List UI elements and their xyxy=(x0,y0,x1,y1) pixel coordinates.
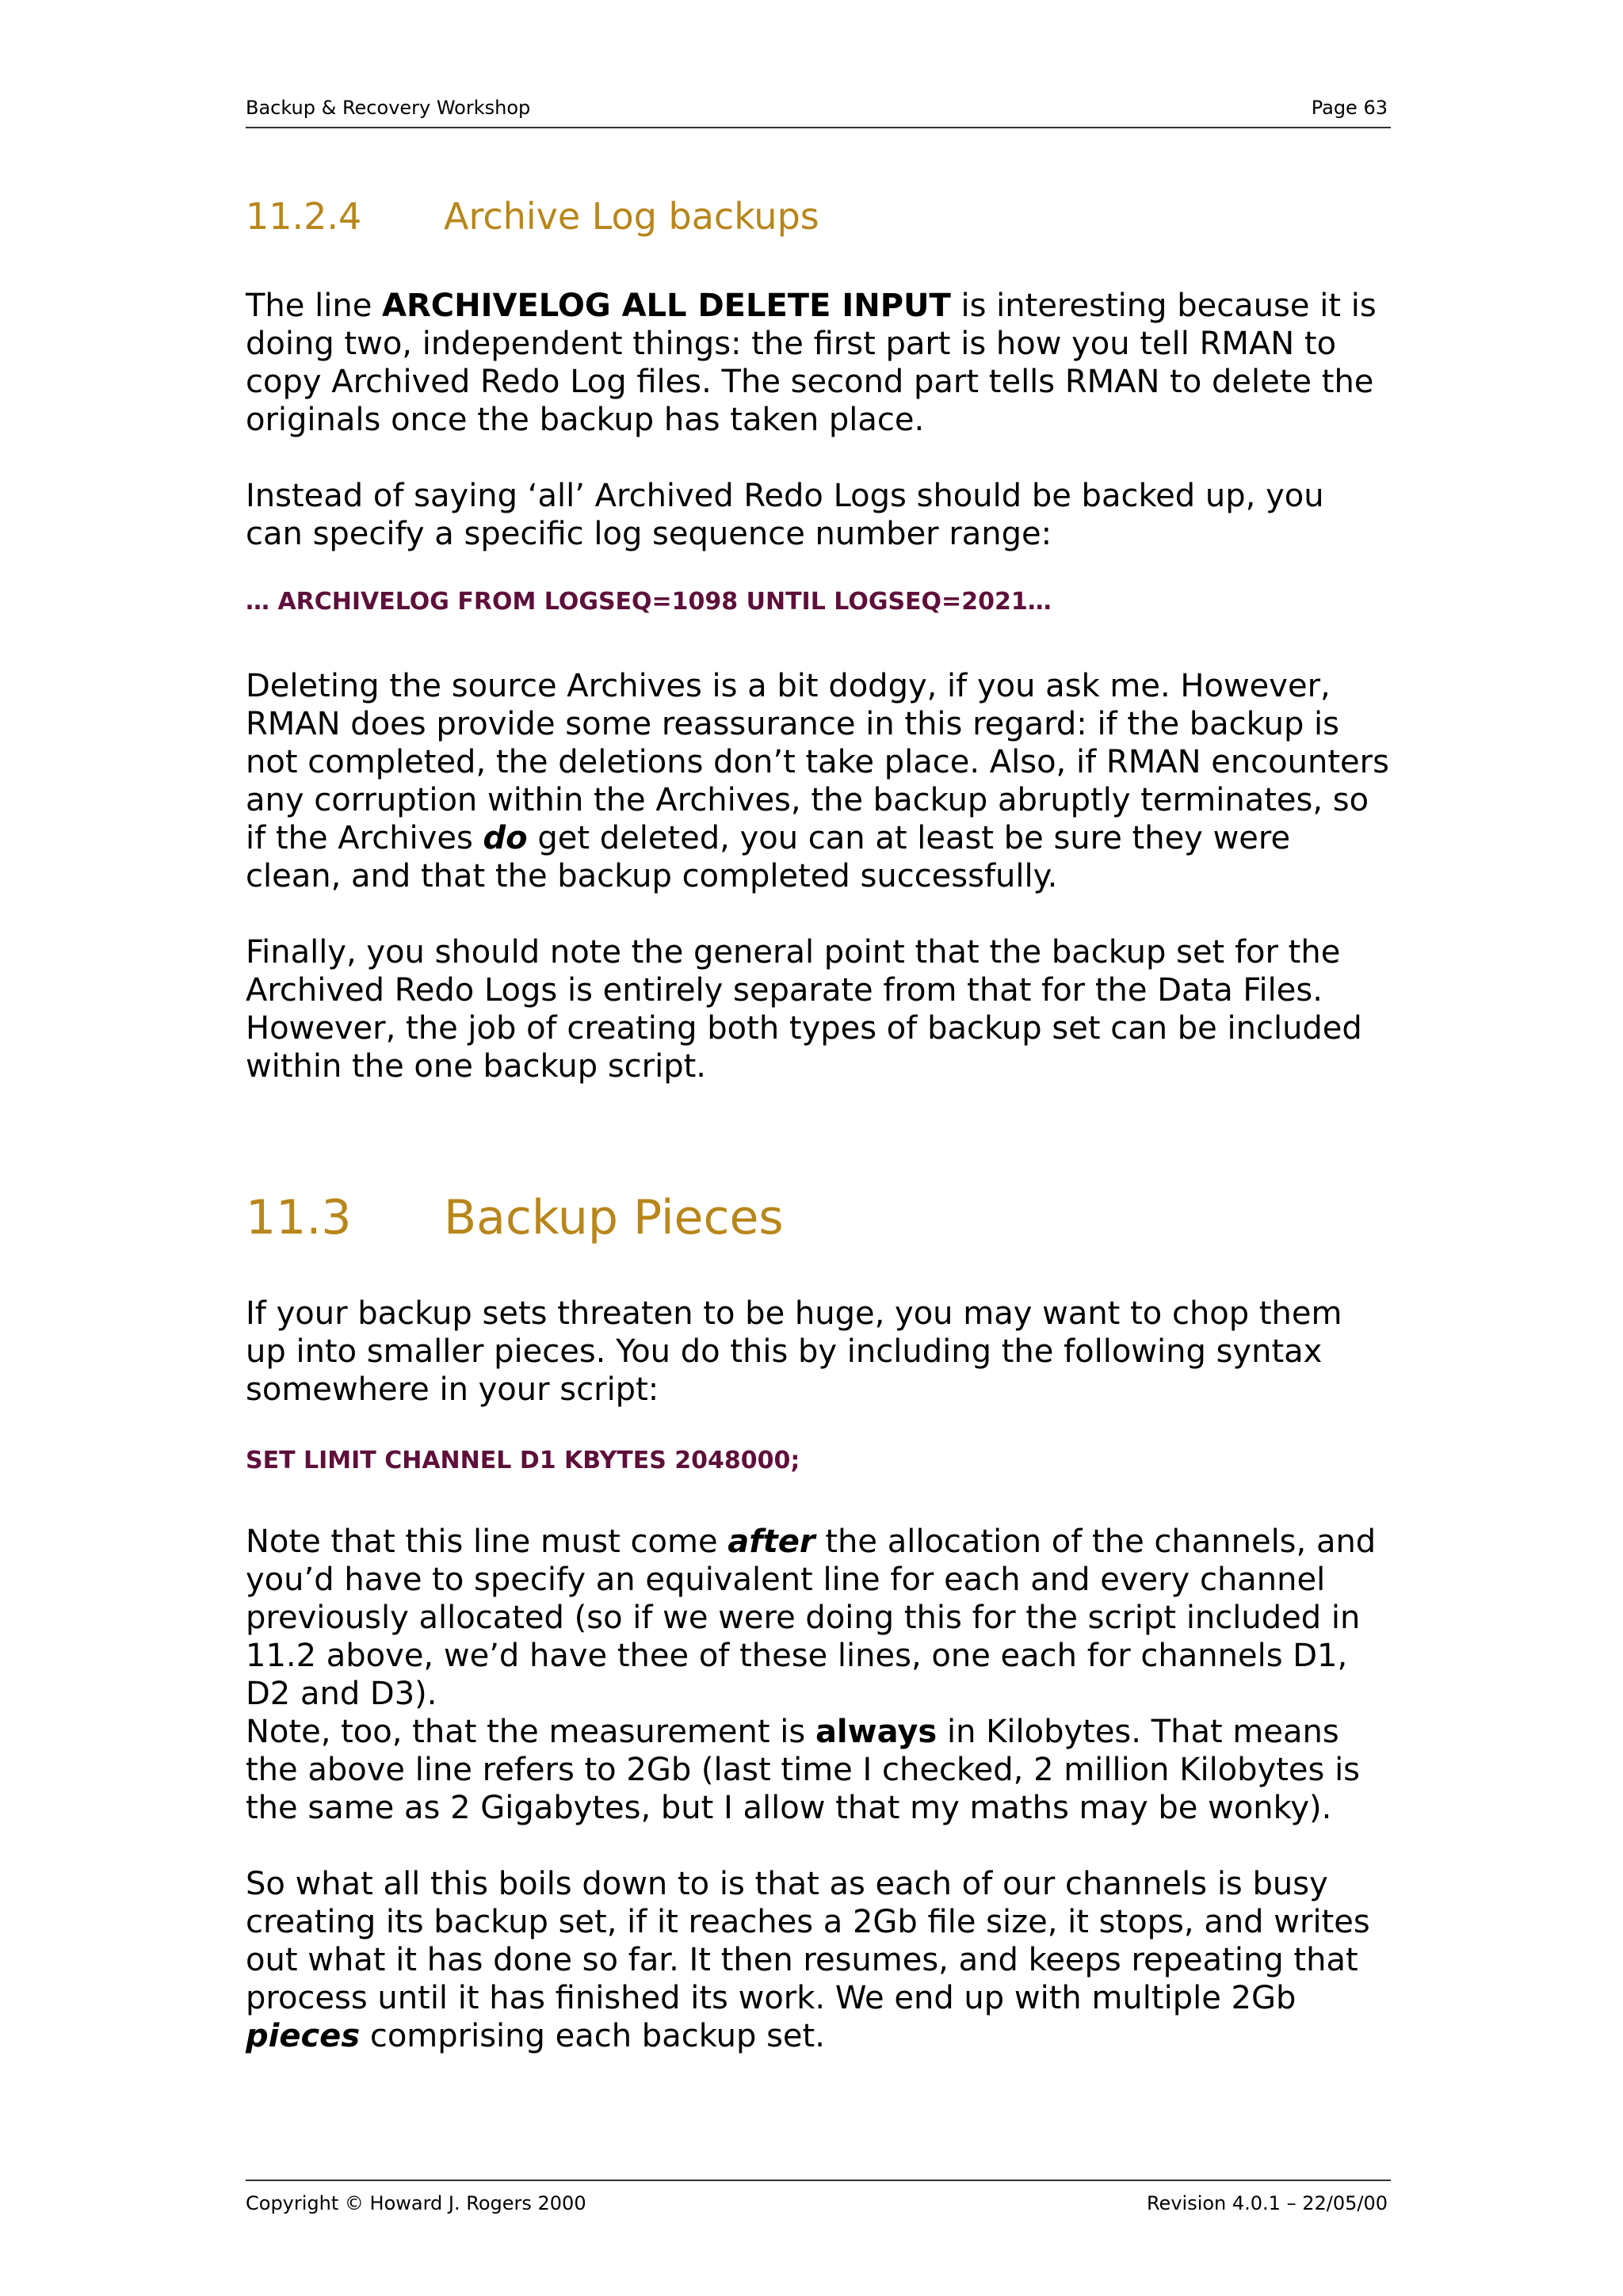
paragraph-log-sequence: Instead of saying ‘all’ Archived Redo Logs should be backed up, you can specify a specific log sequence number range: xyxy=(246,478,1324,552)
text-run: the allocation of the channels, and you’d have to specify an equivalent line for each and every channel previously allocated (so if we were doing this for the script included in 11.2 above, we’d have thee of these lines, one each for channels D1, D2 and D3). xyxy=(246,1524,1377,1712)
text-run: The line xyxy=(246,288,383,324)
document-page xyxy=(246,0,1391,2296)
paragraph-archivelog-line xyxy=(246,287,1391,439)
paragraph-deleting-archives xyxy=(246,667,1391,895)
section-title: Archive Log backups xyxy=(444,195,819,238)
emphasis-pieces: pieces xyxy=(246,2018,361,2054)
page-number: Page 63 xyxy=(1311,97,1388,119)
paragraph-measurement-kilobytes xyxy=(246,1713,1391,1827)
page-header xyxy=(246,95,1391,128)
section-title: Backup Pieces xyxy=(444,1190,784,1245)
code-archivelog-range: … ARCHIVELOG FROM LOGSEQ=1098 UNTIL LOGSEQ=2021… xyxy=(246,588,1052,616)
text-run: Note that this line must come xyxy=(246,1524,728,1560)
bold-keyword: ARCHIVELOG ALL DELETE INPUT xyxy=(382,288,951,324)
paragraph-backup-pieces-intro: If your backup sets threaten to be huge, you may want to chop them up into smaller pieces. You do this by including the following syntax somewhere in your script: xyxy=(246,1295,1342,1408)
emphasis-do: do xyxy=(483,820,528,856)
bold-always: always xyxy=(815,1714,938,1750)
code-set-limit: SET LIMIT CHANNEL D1 KBYTES 2048000; xyxy=(246,1447,800,1474)
header-title: Backup & Recovery Workshop xyxy=(246,97,531,119)
footer-copyright: Copyright © Howard J. Rogers 2000 xyxy=(246,2192,586,2214)
footer-revision: Revision 4.0.1 – 22/05/00 xyxy=(1146,2192,1388,2214)
paragraph-note-after xyxy=(246,1523,1391,1713)
page-footer xyxy=(246,2180,1391,2214)
text-run: comprising each backup set. xyxy=(360,2018,825,2054)
text-run: Deleting the source Archives is a bit dodgy, if you ask me. However, RMAN does provide some reassurance in this regard: if the backup is not completed, the deletions don’t take place. Also, if RMAN encounters any corruption within the Archives, the backup abruptly terminates, so if the Archives xyxy=(246,668,1389,856)
section-heading-11-3 xyxy=(246,1190,784,1245)
text-run: Note, too, that the measurement is xyxy=(246,1714,815,1750)
section-heading-11-2-4 xyxy=(246,195,819,238)
text-run: get deleted, you can at least be sure they were clean, and that the backup completed successfully. xyxy=(246,820,1291,894)
paragraph-backup-set-separate: Finally, you should note the general point that the backup set for the Archived Redo Logs is entirely separate from that for the Data Files. However, the job of creating both types of backup set can be included within the one backup script. xyxy=(246,934,1362,1085)
section-number: 11.2.4 xyxy=(246,195,362,238)
text-run: So what all this boils down to is that as each of our channels is busy creating its backup set, if it reaches a 2Gb file size, it stops, and writes out what it has done so far. It then resumes, and keeps repeating that process until it has finished its work. We end up with multiple 2Gb xyxy=(246,1866,1370,2016)
text-run: in Kilobytes. That means the above line refers to 2Gb (last time I checked, 2 million Kilobytes is the same as 2 Gigabytes, but I allow that my maths may be wonky). xyxy=(246,1714,1361,1826)
text-run: is interesting because it is doing two, independent things: the first part is how you tell RMAN to copy Archived Redo Log files. The second part tells RMAN to delete the originals once the backup has taken place. xyxy=(246,288,1377,438)
section-number: 11.3 xyxy=(246,1190,352,1245)
emphasis-after: after xyxy=(727,1524,815,1560)
paragraph-boils-down xyxy=(246,1865,1391,2055)
